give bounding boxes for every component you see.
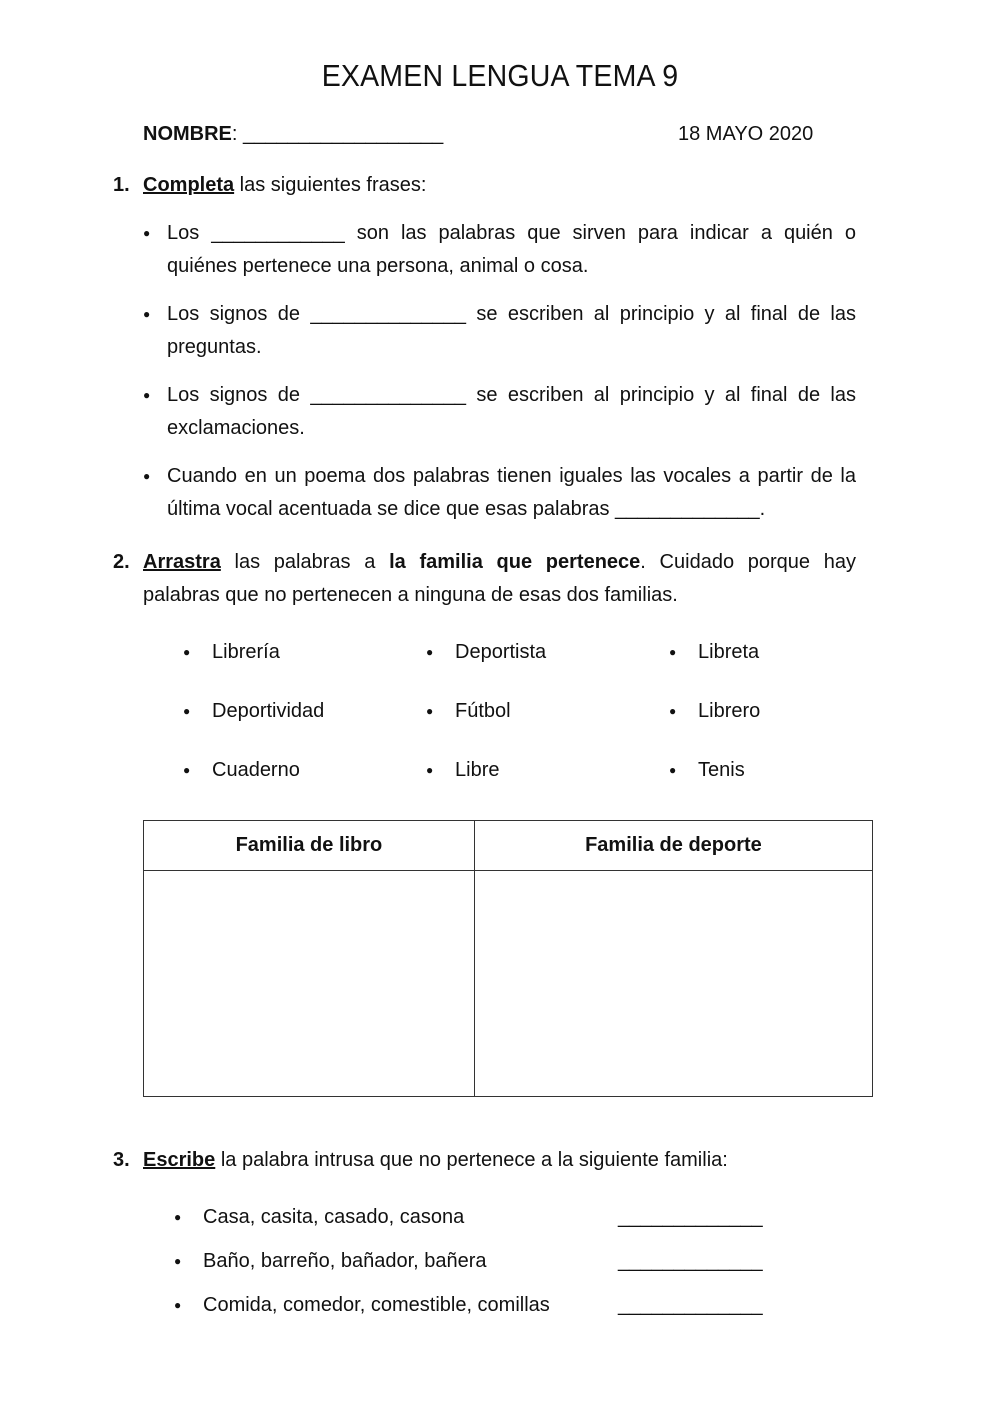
q1-list: [143, 217, 856, 526]
draggable-word[interactable]: ● Libre: [426, 754, 499, 787]
draggable-word[interactable]: ● Deportista: [426, 636, 546, 669]
question-3: 3. Escribe la palabra intrusa que no pertenece a la siguiente familia:: [113, 1144, 856, 1177]
draggable-word[interactable]: ● Cuaderno: [183, 754, 300, 787]
fill-sentence[interactable]: ● Los signos de ______________ se escriben al principio y al final de las preguntas.: [143, 298, 856, 364]
draggable-word[interactable]: ● Deportividad: [183, 695, 324, 728]
fill-sentence[interactable]: ● Los ____________ son las palabras que sirven para indicar a quién o quiénes pertenece una persona, animal o cosa.: [143, 217, 856, 283]
question-2: 2. Arrastra las palabras a la familia que pertenece. Cuidado porque hay palabras que no pertenecen a ninguna de esas dos familias.: [113, 546, 856, 612]
column-header-libro: Familia de libro: [144, 821, 475, 871]
bullet-icon: ●: [426, 763, 434, 777]
name-row: [143, 118, 443, 151]
column-header-deporte: Familia de deporte: [474, 821, 872, 871]
draggable-word[interactable]: ● Libreta: [669, 636, 759, 669]
instruction-keyword: Completa: [143, 174, 235, 196]
question-number: 1.: [113, 174, 130, 196]
bullet-icon: ●: [669, 763, 677, 777]
instruction-keyword: Escribe: [143, 1149, 216, 1171]
draggable-word[interactable]: ● Librería: [183, 636, 280, 669]
bullet-icon: ●: [174, 1298, 182, 1312]
bullet-icon: ●: [669, 645, 677, 659]
word-bank: [183, 636, 863, 796]
intruder-answer-blank[interactable]: _____________: [618, 1294, 763, 1316]
bullet-icon: ●: [143, 388, 151, 402]
intruder-answer-blank[interactable]: _____________: [618, 1206, 763, 1228]
bullet-icon: ●: [669, 704, 677, 718]
family-table: [143, 820, 873, 1097]
bullet-icon: ●: [183, 645, 191, 659]
page-title: EXAMEN LENGUA TEMA 9: [321, 58, 679, 93]
name-blank[interactable]: : __________________: [231, 123, 444, 145]
intruder-row: ● Baño, barreño, bañador, bañera: [174, 1245, 487, 1278]
draggable-word[interactable]: ● Librero: [669, 695, 760, 728]
drop-zone-libro[interactable]: [144, 871, 475, 1097]
intruder-row: ● Casa, casita, casado, casona: [174, 1201, 464, 1234]
bullet-icon: ●: [183, 704, 191, 718]
bullet-icon: ●: [143, 226, 151, 240]
bullet-icon: ●: [143, 469, 151, 483]
question-number: 3.: [113, 1149, 130, 1171]
bullet-icon: ●: [426, 645, 434, 659]
draggable-word[interactable]: ● Tenis: [669, 754, 745, 787]
exam-date: 18 MAYO 2020: [678, 123, 814, 145]
name-label: NOMBRE: [143, 123, 232, 145]
question-1: [113, 169, 856, 202]
drop-zone-deporte[interactable]: [474, 871, 872, 1097]
bullet-icon: ●: [426, 704, 434, 718]
bullet-icon: ●: [174, 1210, 182, 1224]
bullet-icon: ●: [143, 307, 151, 321]
fill-sentence[interactable]: ● Cuando en un poema dos palabras tienen iguales las vocales a partir de la última vocal acentuada se dice que esas palabras _____________.: [143, 460, 856, 526]
instruction-keyword: Arrastra: [143, 551, 221, 573]
bullet-icon: ●: [174, 1254, 182, 1268]
instruction-text: las siguientes frases:: [234, 174, 427, 196]
intruder-row: ● Comida, comedor, comestible, comillas: [174, 1289, 550, 1322]
bullet-icon: ●: [183, 763, 191, 777]
fill-sentence[interactable]: ● Los signos de ______________ se escriben al principio y al final de las exclamaciones.: [143, 379, 856, 445]
draggable-word[interactable]: ● Fútbol: [426, 695, 511, 728]
intruder-answer-blank[interactable]: _____________: [618, 1250, 763, 1272]
question-number: 2.: [113, 551, 130, 573]
